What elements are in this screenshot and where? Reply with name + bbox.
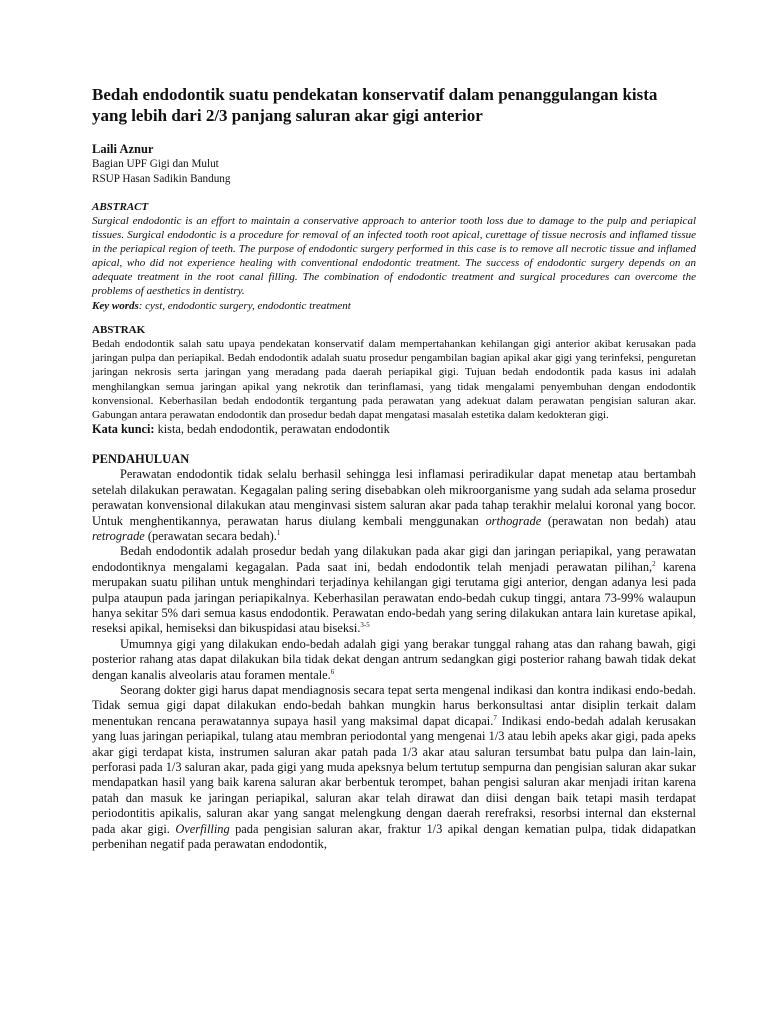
citation-ref: 7 <box>493 713 497 722</box>
affiliation-line: RSUP Hasan Sadikin Bandung <box>92 172 231 185</box>
italic-term: Overfilling <box>175 821 230 836</box>
citation-ref: 3-5 <box>360 621 370 630</box>
kata-kunci-text: kista, bedah endodontik, perawatan endodontik <box>154 422 390 437</box>
author-name: Laili Aznur <box>92 142 154 156</box>
text-run: Bedah endodontik adalah prosedur bedah yang dilakukan pada akar gigi dan jaringan periapikal, yang perawatan endodontiknya mengalami kegagalan. Pada saat ini, bedah endodontik telah menjadi perawatan pilihan, <box>92 544 696 574</box>
citation-ref: 2 <box>652 559 656 568</box>
affiliation-line: Bagian UPF Gigi dan Mulut <box>92 158 219 170</box>
keywords <box>92 299 696 314</box>
italic-term: orthograde <box>485 513 542 528</box>
kata-kunci <box>92 422 696 437</box>
text-run: Seorang dokter gigi harus dapat mendiagnosis secara tepat serta mengenal indikasi dan kontra indikasi endo-bedah. Tidak semua gigi dapat dilakukan endo-bedah bahkan mungkin harus berkonsultasi antar disiplin terkait dalam menentukan rencana perawatannya supaya hasil yang maksimal dapat dicapai. <box>92 682 696 728</box>
text-run: Indikasi endo-bedah adalah kerusakan yang luas jaringan periapikal, tulang atau membran periodontal yang mengenai 1/3 atau lebih apeks akar gigi, pada apeks akar gigi terdapat kista, instrumen saluran akar patah pada 1/3 akar atau saluran tersumbat batu pulpa dan lain-lain, perforasi pada 1/3 saluran akar, pada gigi yang muda apeksnya belum tertutup sempurna dan pengisian saluran akar sukar mendapatkan hasil yang baik karena saluran akar berbentuk terompet, bahan pengisi saluran akar menjadi iritan karena patah dan masuk ke jaringan periapikal, saluran akar telah dirawat dan diisi dengan baik tetapi masih terdapat periodontitis apikalis, saluran akar yang sangat melengkung dengan daerah rerefraksi, resorbsi internal dan eksternal pada akar gigi. <box>92 713 696 836</box>
body-text <box>92 467 696 852</box>
text-run: karena merupakan suatu pilihan untuk menghindari terjadinya kehilangan gigi terutama gigi anterior, dengan adanya lesi pada pulpa ataupun pada jaringan periapikalnya. Keberhasilan perawatan endo-bedah cukup tinggi, antara 73-99% walaupun hanya sekitar 5% dari semua kasus endodontik. Perawatan endo-bedah yang sering dilakukan antara lain kuretase apikal, reseksi apikal, hemiseksi dan bikuspidasi atau biseksi. <box>92 559 696 636</box>
abstrak-text: Bedah endodontik salah satu upaya pendekatan konservatif dalam mempertahankan kehilangan gigi anterior akibat kerusakan pada jaringan pulpa dan periapikal. Bedah endodontik adalah suatu prosedur pengambilan bagian apikal akar gigi yang terinfeksi, penguretan jaringan nekrosis serta jaringan yang meradang pada daerah periapikal gigi. Tujuan bedah endodontik pada kasus ini adalah menghilangkan semua jaringan apikal yang nekrotik dan terinflamasi, yang tidak mengalami penyembuhan dengan endodontik konvensional. Keberhasilan bedah endodontik tergantung pada perawatan yang adekuat dalam perawatan pengisian saluran akar. Gabungan antara perawatan endodontik dan prosedur bedah dapat mengatasi masalah estetika dalam kedokteran gigi. <box>92 338 696 422</box>
text-run: pada pengisian saluran akar, fraktur 1/3 apikal dengan kematian pulpa, tidak didapatkan perbenihan negatif pada perawatan endodontik, <box>92 821 696 852</box>
citation-ref: 1 <box>276 528 281 537</box>
abstract-text: Surgical endodontic is an effort to maintain a conservative approach to anterior tooth loss due to damage to the pulp and periapical tissues. Surgical endodontic is a procedure for removal of an infected tooth root apical, curettage of tissue necrosis and inflamed tissue in the periapical region of teeth. The purpose of endodontic surgery performed in this case is to remove all necrotic tissue and inflamed apical, who did not experience healing with conventional endodontic treatment. The success of endodontic surgery depends on an adequate treatment in the root canal filling. The combination of endodontic treatment and surgical procedures can overcome the problems of aesthetics in dentistry. <box>92 215 696 298</box>
paragraph-4 <box>92 683 696 852</box>
paragraph-1 <box>92 467 696 544</box>
text-run: (perawatan secara bedah). <box>144 528 277 543</box>
paper-title: Bedah endodontik suatu pendekatan konservatif dalam penanggulangan kista yang lebih dari 2/3 panjang saluran akar gigi anterior <box>92 85 658 125</box>
paragraph-2 <box>92 544 696 636</box>
page <box>92 84 696 852</box>
abstrak-heading: ABSTRAK <box>92 324 146 337</box>
text-run: Umumnya gigi yang dilakukan endo-bedah adalah gigi yang berakar tunggal rahang atas dan rahang bawah, gigi posterior rahang atas dapat dilakukan bila tidak dekat dengan antrum sedangkan gigi posterior rahang bawah tidak dekat dengan kanalis alveolaris atau foramen mentale. <box>92 636 696 682</box>
section-heading: PENDAHULUAN <box>92 452 190 467</box>
keywords-text: : cyst, endodontic surgery, endodontic treatment <box>138 299 351 312</box>
text-run: Perawatan endodontik tidak selalu berhasil sehingga lesi inflamasi periradikular dapat menetap atau bertambah setelah dilakukan perawatan. Kegagalan paling sering disebabkan oleh mikroorganisme yang sudah ada selama prosedur perawatan konvensional dilakukan atau menginvasi sistem saluran akar pada tahap terakhir melalui koronal yang bocor. Untuk menghentikannya, perawatan harus diulang kembali menggunakan <box>92 467 696 528</box>
citation-ref: 6 <box>330 667 335 676</box>
keywords-label: Key words <box>92 299 139 312</box>
italic-term: retrograde <box>92 528 145 543</box>
text-run: (perawatan non bedah) atau <box>541 513 696 528</box>
kata-kunci-label-b: kunci: <box>121 422 155 437</box>
paragraph-3 <box>92 637 696 683</box>
abstract-heading: ABSTRACT <box>92 201 149 213</box>
kata-kunci-label-a: Kata <box>92 422 122 437</box>
